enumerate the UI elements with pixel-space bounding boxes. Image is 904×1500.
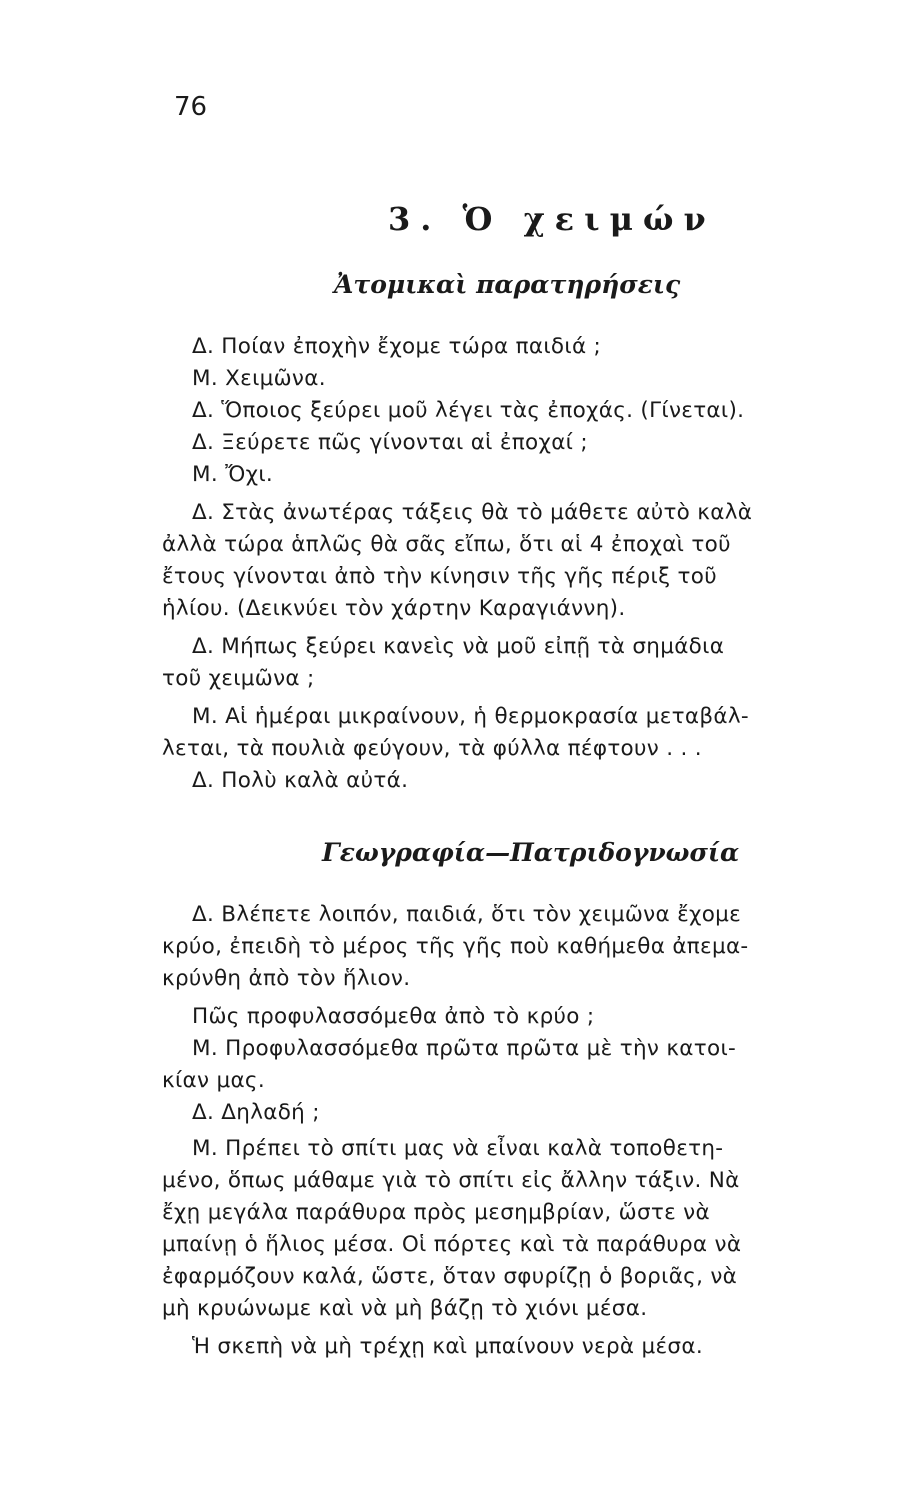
text-line: Δ. Μήπως ξεύρει κανεὶς νὰ μοῦ εἰπῇ τὰ σημάδια — [192, 634, 725, 659]
text-line: Δ. Ποίαν ἐποχὴν ἔχομε τώρα παιδιά ; — [192, 334, 602, 359]
text-line: Μ. Αἱ ἡμέραι μικραίνουν, ἡ θερμοκρασία μεταβάλ- — [192, 704, 749, 729]
text-line: Δ. Ὅποιος ξεύρει μοῦ λέγει τὰς ἐποχάς. (Γίνεται). — [192, 398, 745, 423]
text-line: ἀλλὰ τώρα ἁπλῶς θὰ σᾶς εἴπω, ὅτι αἱ 4 ἐποχαὶ τοῦ — [162, 532, 731, 557]
text-line: Μ. Πρέπει τὸ σπίτι μας νὰ εἶναι καλὰ τοποθετη- — [192, 1136, 724, 1161]
chapter-title: 3. Ὁ χειμών — [388, 200, 716, 238]
text-line: ἐφαρμόζουν καλά, ὥστε, ὅταν σφυρίζῃ ὁ βοριᾶς, νὰ — [162, 1264, 738, 1289]
text-line: Μ. Προφυλασσόμεθα πρῶτα πρῶτα μὲ τὴν κατοι- — [192, 1036, 737, 1061]
text-line: Πῶς προφυλασσόμεθα ἀπὸ τὸ κρύο ; — [192, 1004, 595, 1029]
text-line: κρύο, ἐπειδὴ τὸ μέρος τῆς γῆς ποὺ καθήμεθα ἀπεμα- — [162, 934, 749, 959]
text-line: Δ. Δηλαδή ; — [192, 1100, 320, 1125]
text-line: Μ. Ὄχι. — [192, 462, 274, 487]
section-heading-geography: Γεωγραφία—Πατριδογνωσία — [322, 838, 740, 867]
text-line: μὴ κρυώνωμε καὶ νὰ μὴ βάζῃ τὸ χιόνι μέσα. — [162, 1296, 648, 1321]
text-line: ἔτους γίνονται ἀπὸ τὴν κίνησιν τῆς γῆς πέριξ τοῦ — [162, 564, 717, 589]
text-line: Μ. Χειμῶνα. — [192, 366, 326, 391]
text-line: Δ. Πολὺ καλὰ αὐτά. — [192, 768, 409, 793]
page-number: 76 — [174, 92, 208, 122]
text-line: ἔχῃ μεγάλα παράθυρα πρὸς μεσημβρίαν, ὥστε νὰ — [162, 1200, 710, 1225]
text-line: Ἡ σκεπὴ νὰ μὴ τρέχῃ καὶ μπαίνουν νερὰ μέσα. — [192, 1334, 703, 1359]
section-heading-observations: Ἀτομικαὶ παρατηρήσεις — [334, 270, 681, 299]
text-line: λεται, τὰ πουλιὰ φεύγουν, τὰ φύλλα πέφτουν . . . — [162, 736, 702, 761]
text-line: Δ. Στὰς ἀνωτέρας τάξεις θὰ τὸ μάθετε αὐτὸ καλὰ — [192, 500, 753, 525]
text-line: Δ. Βλέπετε λοιπόν, παιδιά, ὅτι τὸν χειμῶνα ἔχομε — [192, 902, 742, 927]
text-line: ἡλίου. (Δεικνύει τὸν χάρτην Καραγιάννη). — [162, 596, 626, 621]
text-line: κρύνθη ἀπὸ τὸν ἥλιον. — [162, 966, 411, 991]
text-line: κίαν μας. — [162, 1068, 265, 1093]
text-line: Δ. Ξεύρετε πῶς γίνονται αἱ ἐποχαί ; — [192, 430, 588, 455]
text-line: μπαίνῃ ὁ ἥλιος μέσα. Οἱ πόρτες καὶ τὰ παράθυρα νὰ — [162, 1232, 742, 1257]
text-line: τοῦ χειμῶνα ; — [162, 666, 315, 691]
text-line: μένο, ὅπως μάθαμε γιὰ τὸ σπίτι εἰς ἄλλην τάξιν. Νὰ — [162, 1168, 740, 1193]
